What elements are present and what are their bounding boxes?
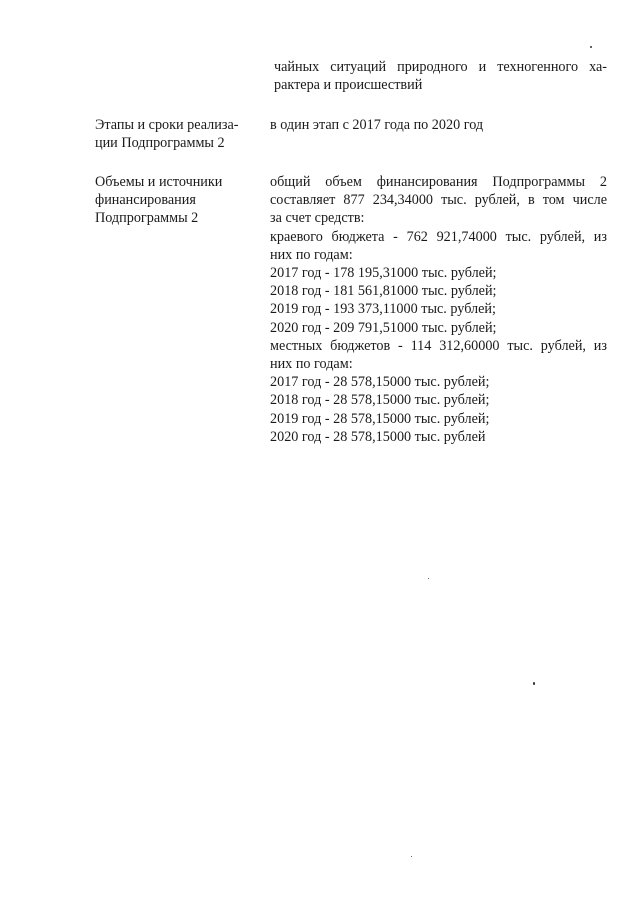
funding-sources-intro: за счет средств: bbox=[270, 210, 365, 227]
funding-total-line-2: составляет 877 234,34000 тыс. рублей, в том числе bbox=[270, 192, 607, 209]
regional-2017: 2017 год - 178 195,31000 тыс. рублей; bbox=[270, 265, 497, 282]
scan-speck bbox=[411, 856, 412, 857]
top-fragment-line-1: чайных ситуаций природного и техногенного ха- bbox=[274, 59, 607, 75]
funding-total-line-1: общий объем финансирования Подпрограммы 2 bbox=[270, 174, 607, 190]
regional-2020: 2020 год - 209 791,51000 тыс. рублей; bbox=[270, 319, 497, 336]
regional-2019: 2019 год - 193 373,11000 тыс. рублей; bbox=[270, 301, 496, 318]
local-2019: 2019 год - 28 578,15000 тыс. рублей; bbox=[270, 410, 490, 427]
row-funding-label-line-3: Подпрограммы 2 bbox=[95, 210, 199, 227]
top-fragment bbox=[274, 58, 607, 94]
row-stages-label-line-2: ции Подпрограммы 2 bbox=[95, 135, 225, 152]
row-funding-label bbox=[95, 173, 245, 228]
scan-speck bbox=[590, 46, 592, 48]
row-funding-value bbox=[270, 173, 607, 446]
local-2020: 2020 год - 28 578,15000 тыс. рублей bbox=[270, 428, 486, 445]
regional-budget-total: краевого бюджета - 762 921,74000 тыс. рублей, из bbox=[270, 228, 607, 245]
scan-speck bbox=[428, 578, 429, 579]
row-funding-label-line-2: финансирования bbox=[95, 192, 196, 209]
row-stages-value bbox=[270, 116, 607, 134]
regional-2018: 2018 год - 181 561,81000 тыс. рублей; bbox=[270, 283, 497, 300]
local-2017: 2017 год - 28 578,15000 тыс. рублей; bbox=[270, 374, 490, 391]
row-funding-label-line-1: Объемы и источники bbox=[95, 174, 223, 190]
top-fragment-line-2: рактера и происшествий bbox=[274, 77, 423, 94]
local-budget-total: местных бюджетов - 114 312,60000 тыс. рублей, из bbox=[270, 337, 607, 354]
scan-speck bbox=[533, 682, 535, 685]
row-stages-value-text: в один этап с 2017 года по 2020 год bbox=[270, 117, 484, 133]
regional-by-years-label: них по годам: bbox=[270, 246, 353, 263]
local-by-years-label: них по годам: bbox=[270, 356, 353, 373]
row-stages-label-line-1: Этапы и сроки реализа- bbox=[95, 117, 239, 133]
row-stages-label bbox=[95, 116, 245, 152]
local-2018: 2018 год - 28 578,15000 тыс. рублей; bbox=[270, 392, 490, 409]
